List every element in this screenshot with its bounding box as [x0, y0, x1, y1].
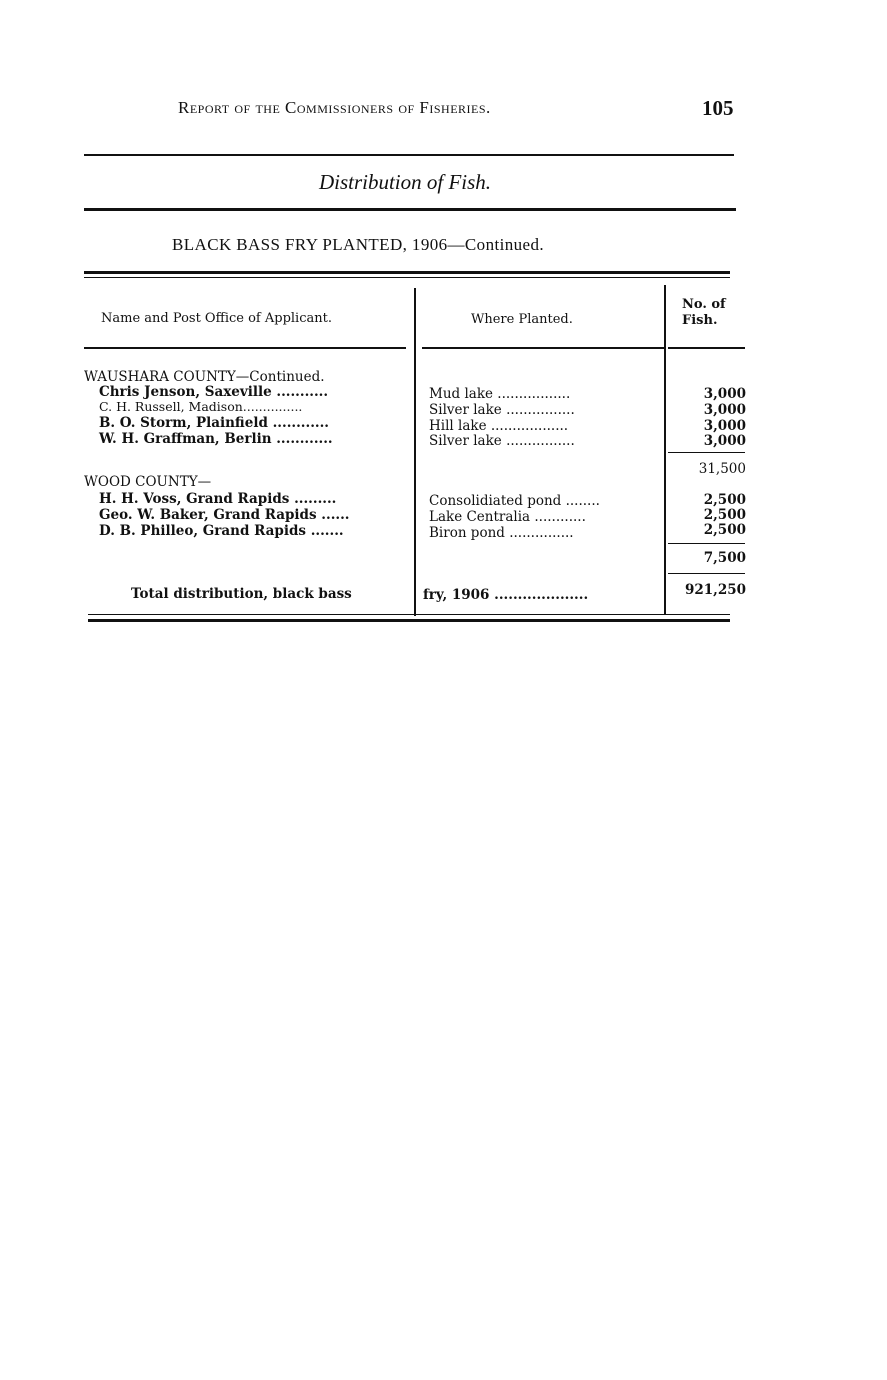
where-planted: Biron pond ...............: [429, 525, 574, 541]
applicant-name: D. B. Philleo, Grand Rapids .......: [99, 523, 344, 539]
applicant-name: Geo. W. Baker, Grand Rapids ......: [99, 507, 350, 523]
column-divider-1: [414, 288, 416, 616]
header-rule-left: [84, 347, 406, 349]
where-planted: Lake Centralia ............: [429, 509, 586, 525]
page-number: 105: [702, 96, 734, 120]
applicant-name: Chris Jenson, Saxeville ...........: [99, 384, 329, 400]
header-rule-mid: [422, 347, 666, 349]
fish-count: 2,500: [703, 522, 746, 538]
subtotal-rule: [668, 543, 745, 544]
fish-count: 3,000: [703, 418, 746, 434]
fish-count: 3,000: [703, 386, 746, 402]
total-where: fry, 1906 ....................: [423, 587, 589, 603]
table-bottom-rule-thick: [88, 619, 730, 622]
fish-count: 3,000: [703, 402, 746, 418]
where-planted: Consolidiated pond ........: [429, 493, 600, 509]
county-heading: WOOD COUNTY—: [84, 474, 212, 490]
subtotal-rule: [668, 452, 745, 453]
total-label: Total distribution, black bass: [131, 586, 352, 602]
applicant-name: B. O. Storm, Plainfield ............: [99, 415, 330, 431]
table-top-rule-thin: [84, 277, 730, 278]
total-fish: 921,250: [684, 582, 746, 598]
where-planted: Silver lake ................: [429, 402, 575, 418]
where-planted: Silver lake ................: [429, 433, 575, 449]
applicant-name: C. H. Russell, Madison...............: [99, 399, 303, 414]
table-title: BLACK BASS FRY PLANTED, 1906—Continued.: [172, 235, 545, 254]
table-bottom-rule: [88, 614, 730, 615]
fish-count: 2,500: [703, 492, 746, 508]
subtotal: 31,500: [698, 461, 746, 477]
where-planted: Hill lake ..................: [429, 418, 569, 434]
total-rule: [668, 573, 745, 574]
section-top-rule: [84, 154, 734, 156]
running-head: Report of the Commissioners of Fisheries.: [178, 98, 491, 117]
fish-count: 3,000: [703, 433, 746, 449]
column-header-where: Where Planted.: [471, 312, 573, 327]
header-rule-right: [668, 347, 745, 349]
subtotal: 7,500: [703, 550, 746, 566]
section-title: Distribution of Fish.: [318, 170, 492, 194]
section-bottom-rule: [84, 208, 736, 211]
column-header-fish-line1: No. of: [682, 297, 726, 312]
table-top-rule: [84, 271, 730, 274]
column-header-fish-line2: Fish.: [682, 313, 718, 328]
where-planted: Mud lake .................: [429, 386, 571, 402]
applicant-name: W. H. Graffman, Berlin ............: [99, 431, 333, 447]
fish-count: 2,500: [703, 507, 746, 523]
column-header-applicant: Name and Post Office of Applicant.: [101, 311, 332, 326]
applicant-name: H. H. Voss, Grand Rapids .........: [99, 491, 337, 507]
county-heading: WAUSHARA COUNTY—Continued.: [84, 369, 325, 385]
